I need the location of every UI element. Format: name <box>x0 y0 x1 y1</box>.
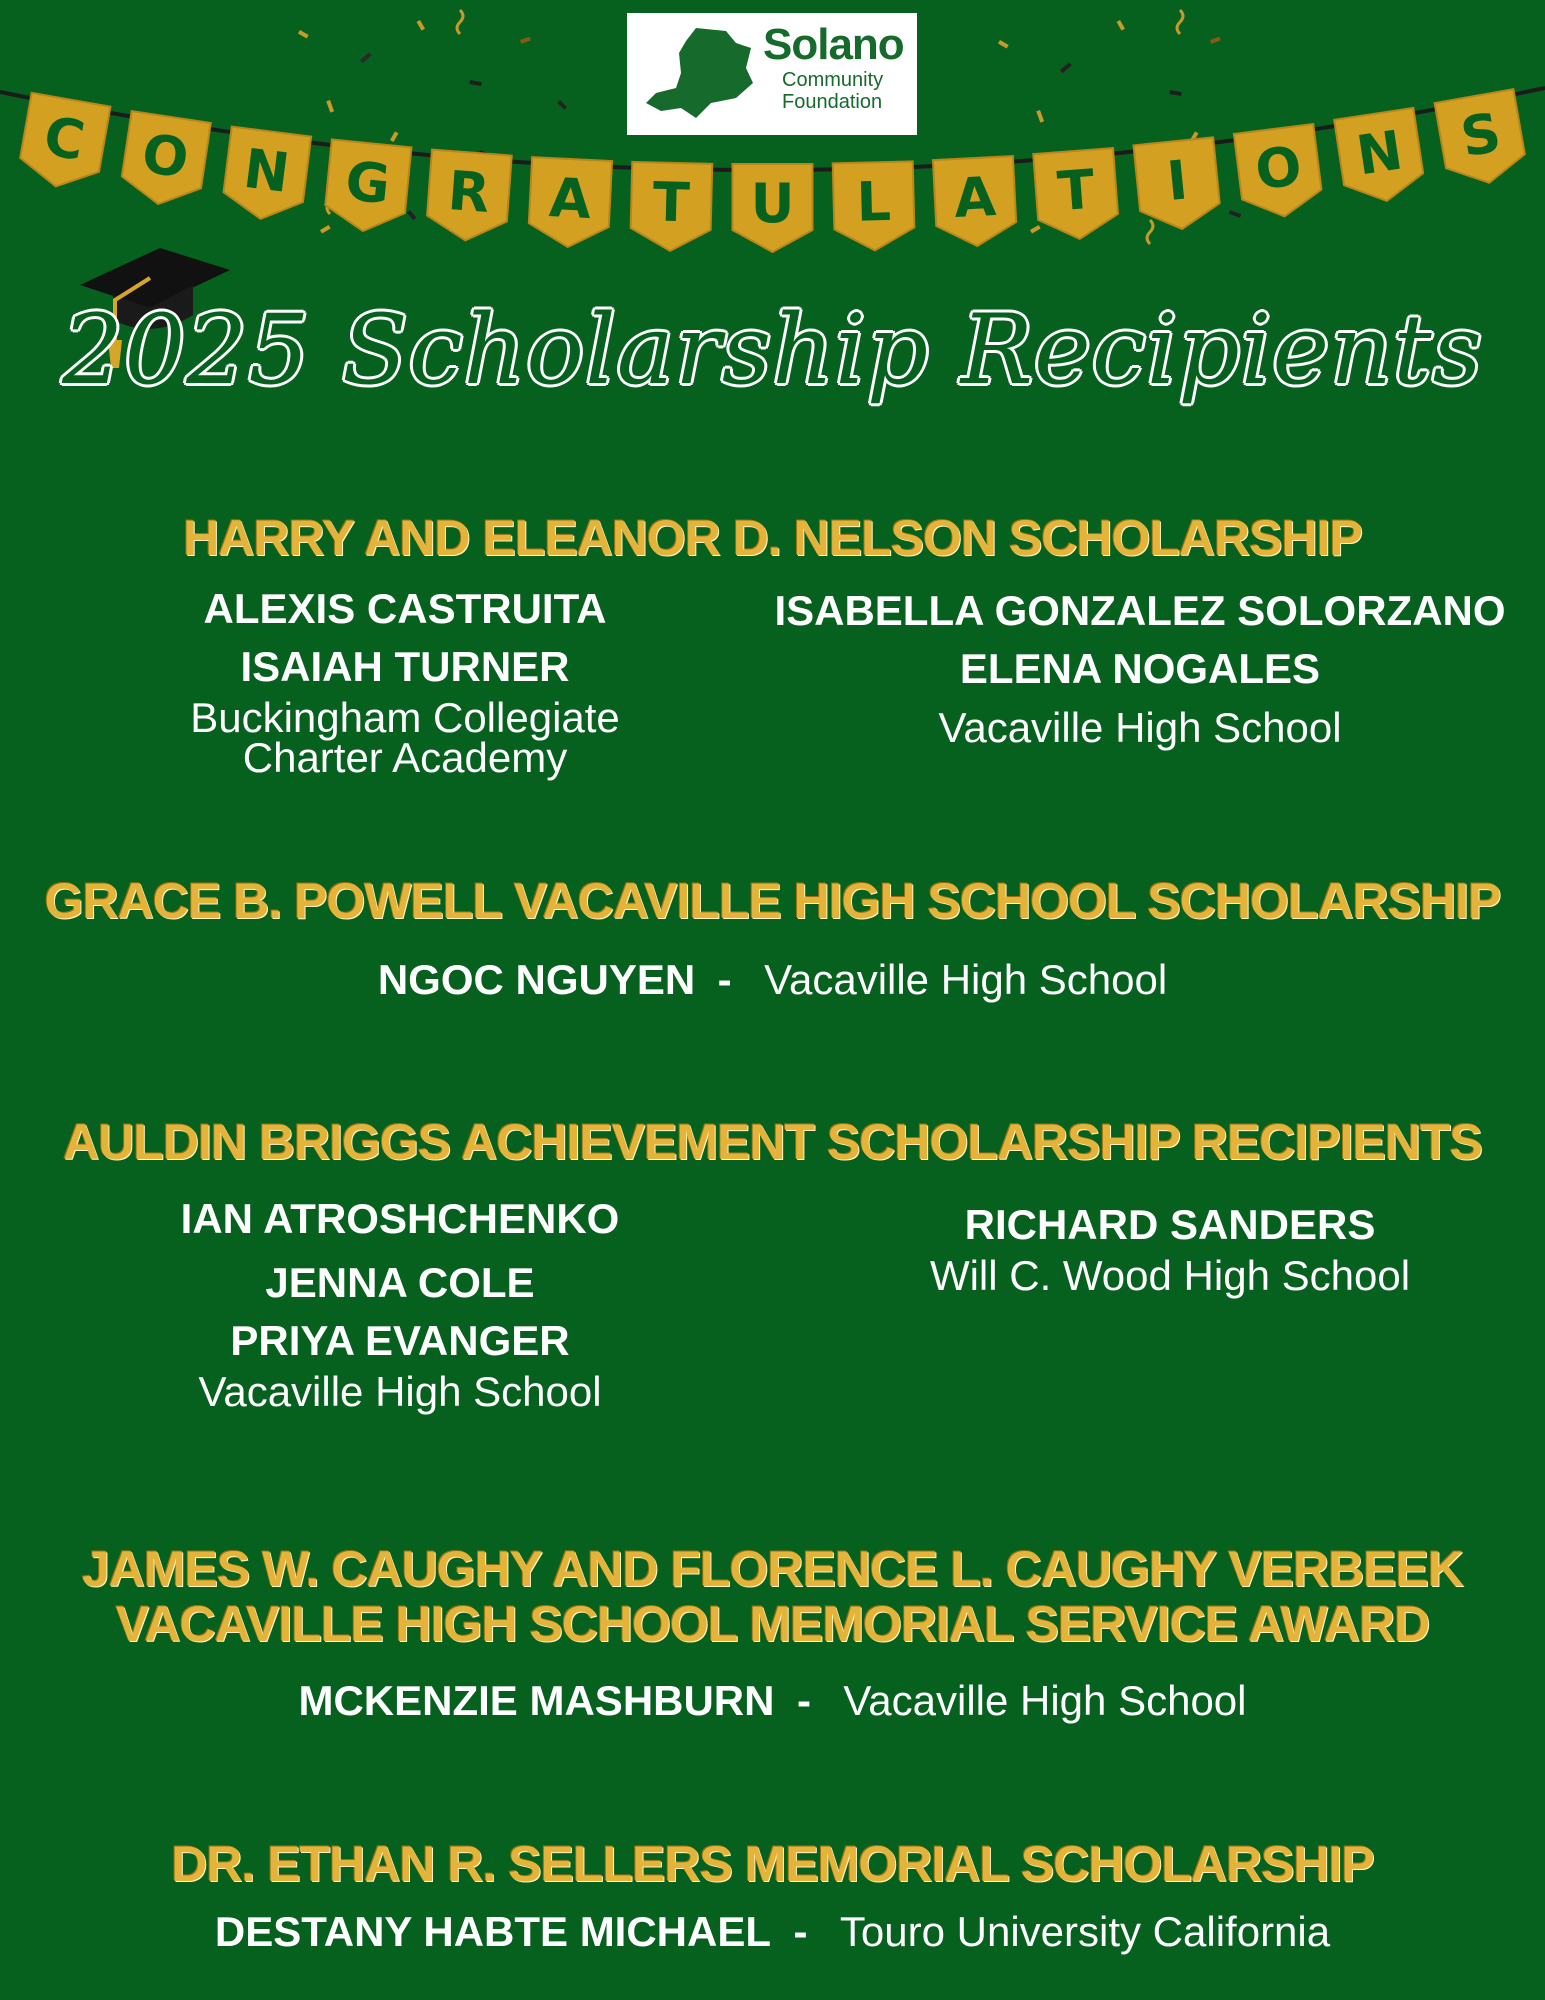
banner-letter: R <box>445 159 493 226</box>
recipient-name: JENNA COLE <box>265 1259 535 1306</box>
banner-flag <box>933 156 1017 248</box>
recipient-name: DESTANY HABTE MICHAEL <box>214 1908 772 1955</box>
recipient-name: ALEXIS CASTRUITA <box>203 585 607 632</box>
banner-letter: A <box>952 165 998 231</box>
banner-letter: L <box>855 169 892 234</box>
separator: - <box>717 956 732 1003</box>
caughy-recipient-row <box>0 1672 1545 1730</box>
school-name: Buckingham Collegiate <box>190 694 620 741</box>
school-name: Vacaville High School <box>764 956 1168 1003</box>
school-name: Vacaville High School <box>198 1368 602 1415</box>
banner-letter: S <box>1456 100 1506 170</box>
caughy-heading-line1: JAMES W. CAUGHY AND FLORENCE L. CAUGHY VERBEEK <box>81 1541 1463 1597</box>
banner-flag <box>119 111 211 210</box>
banner-letter: A <box>547 166 593 232</box>
page-title: 2025 Scholarship Recipients <box>62 294 1483 406</box>
banner-flag <box>528 157 612 249</box>
powell-heading: GRACE B. POWELL VACAVILLE HIGH SCHOOL SCHOLARSHIP <box>44 873 1501 929</box>
banner-letter: U <box>750 172 795 235</box>
school-name: Charter Academy <box>242 734 568 781</box>
banner-letter: I <box>1164 148 1191 214</box>
recipient-name: ISABELLA GONZALEZ SOLORZANO <box>774 587 1506 634</box>
separator: - <box>796 1677 811 1724</box>
banner-letter: C <box>39 104 90 174</box>
banner-flag <box>630 162 712 252</box>
nelson-heading: HARRY AND ELEANOR D. NELSON SCHOLARSHIP <box>183 510 1362 566</box>
recipient-name: ISAIAH TURNER <box>240 643 570 690</box>
banner-flag <box>323 139 411 235</box>
recipient-name: IAN ATROSHCHENKO <box>180 1195 620 1242</box>
recipient-name: NGOC NGUYEN <box>377 956 696 1003</box>
banner-flag <box>1334 108 1426 207</box>
briggs-left-group <box>130 1190 670 1414</box>
logo-line1: Solano <box>763 20 904 69</box>
logo-line2: Community <box>782 69 884 91</box>
sellers-heading: DR. ETHAN R. SELLERS MEMORIAL SCHOLARSHIP <box>171 1836 1374 1892</box>
nelson-left-group <box>130 580 680 780</box>
banner-flag <box>221 127 311 224</box>
banner-flag <box>425 150 511 244</box>
recipient-name: RICHARD SANDERS <box>964 1201 1376 1248</box>
banner-letter: O <box>137 121 193 191</box>
sellers-recipient-row <box>0 1903 1545 1961</box>
solano-logo <box>627 13 917 135</box>
banner-letter: N <box>1352 118 1407 188</box>
banner-letter: G <box>342 149 393 217</box>
banner-flag <box>1435 89 1529 190</box>
school-name: Vacaville High School <box>843 1677 1247 1724</box>
banner-letter: T <box>652 170 691 235</box>
caughy-heading-line2: VACAVILLE HIGH SCHOOL MEMORIAL SERVICE AWARD <box>115 1596 1430 1652</box>
banner-flag <box>833 161 915 251</box>
briggs-right-group <box>850 1196 1490 1298</box>
banner-flag <box>733 164 813 252</box>
banner-flag <box>1134 137 1222 233</box>
banner-letter: N <box>240 136 293 205</box>
banner-letter: O <box>1251 134 1306 203</box>
recipient-name: MCKENZIE MASHBURN <box>298 1677 775 1724</box>
recipient-name: ELENA NOGALES <box>959 645 1321 692</box>
briggs-heading: AULDIN BRIGGS ACHIEVEMENT SCHOLARSHIP RECIPIENTS <box>63 1114 1482 1170</box>
logo-line3: Foundation <box>782 91 883 113</box>
separator: - <box>793 1908 808 1955</box>
recipient-name: PRIYA EVANGER <box>230 1317 570 1364</box>
nelson-right-group <box>760 582 1520 750</box>
powell-recipient-row <box>0 951 1545 1009</box>
banner-letter: T <box>1055 157 1097 224</box>
banner-flag <box>1234 124 1324 221</box>
school-name: Will C. Wood High School <box>929 1252 1411 1299</box>
banner-flag <box>16 93 110 194</box>
banner-flag <box>1033 148 1119 242</box>
solano-county-map-icon <box>641 23 761 123</box>
school-name: Touro University California <box>839 1908 1331 1955</box>
school-name: Vacaville High School <box>938 704 1342 751</box>
